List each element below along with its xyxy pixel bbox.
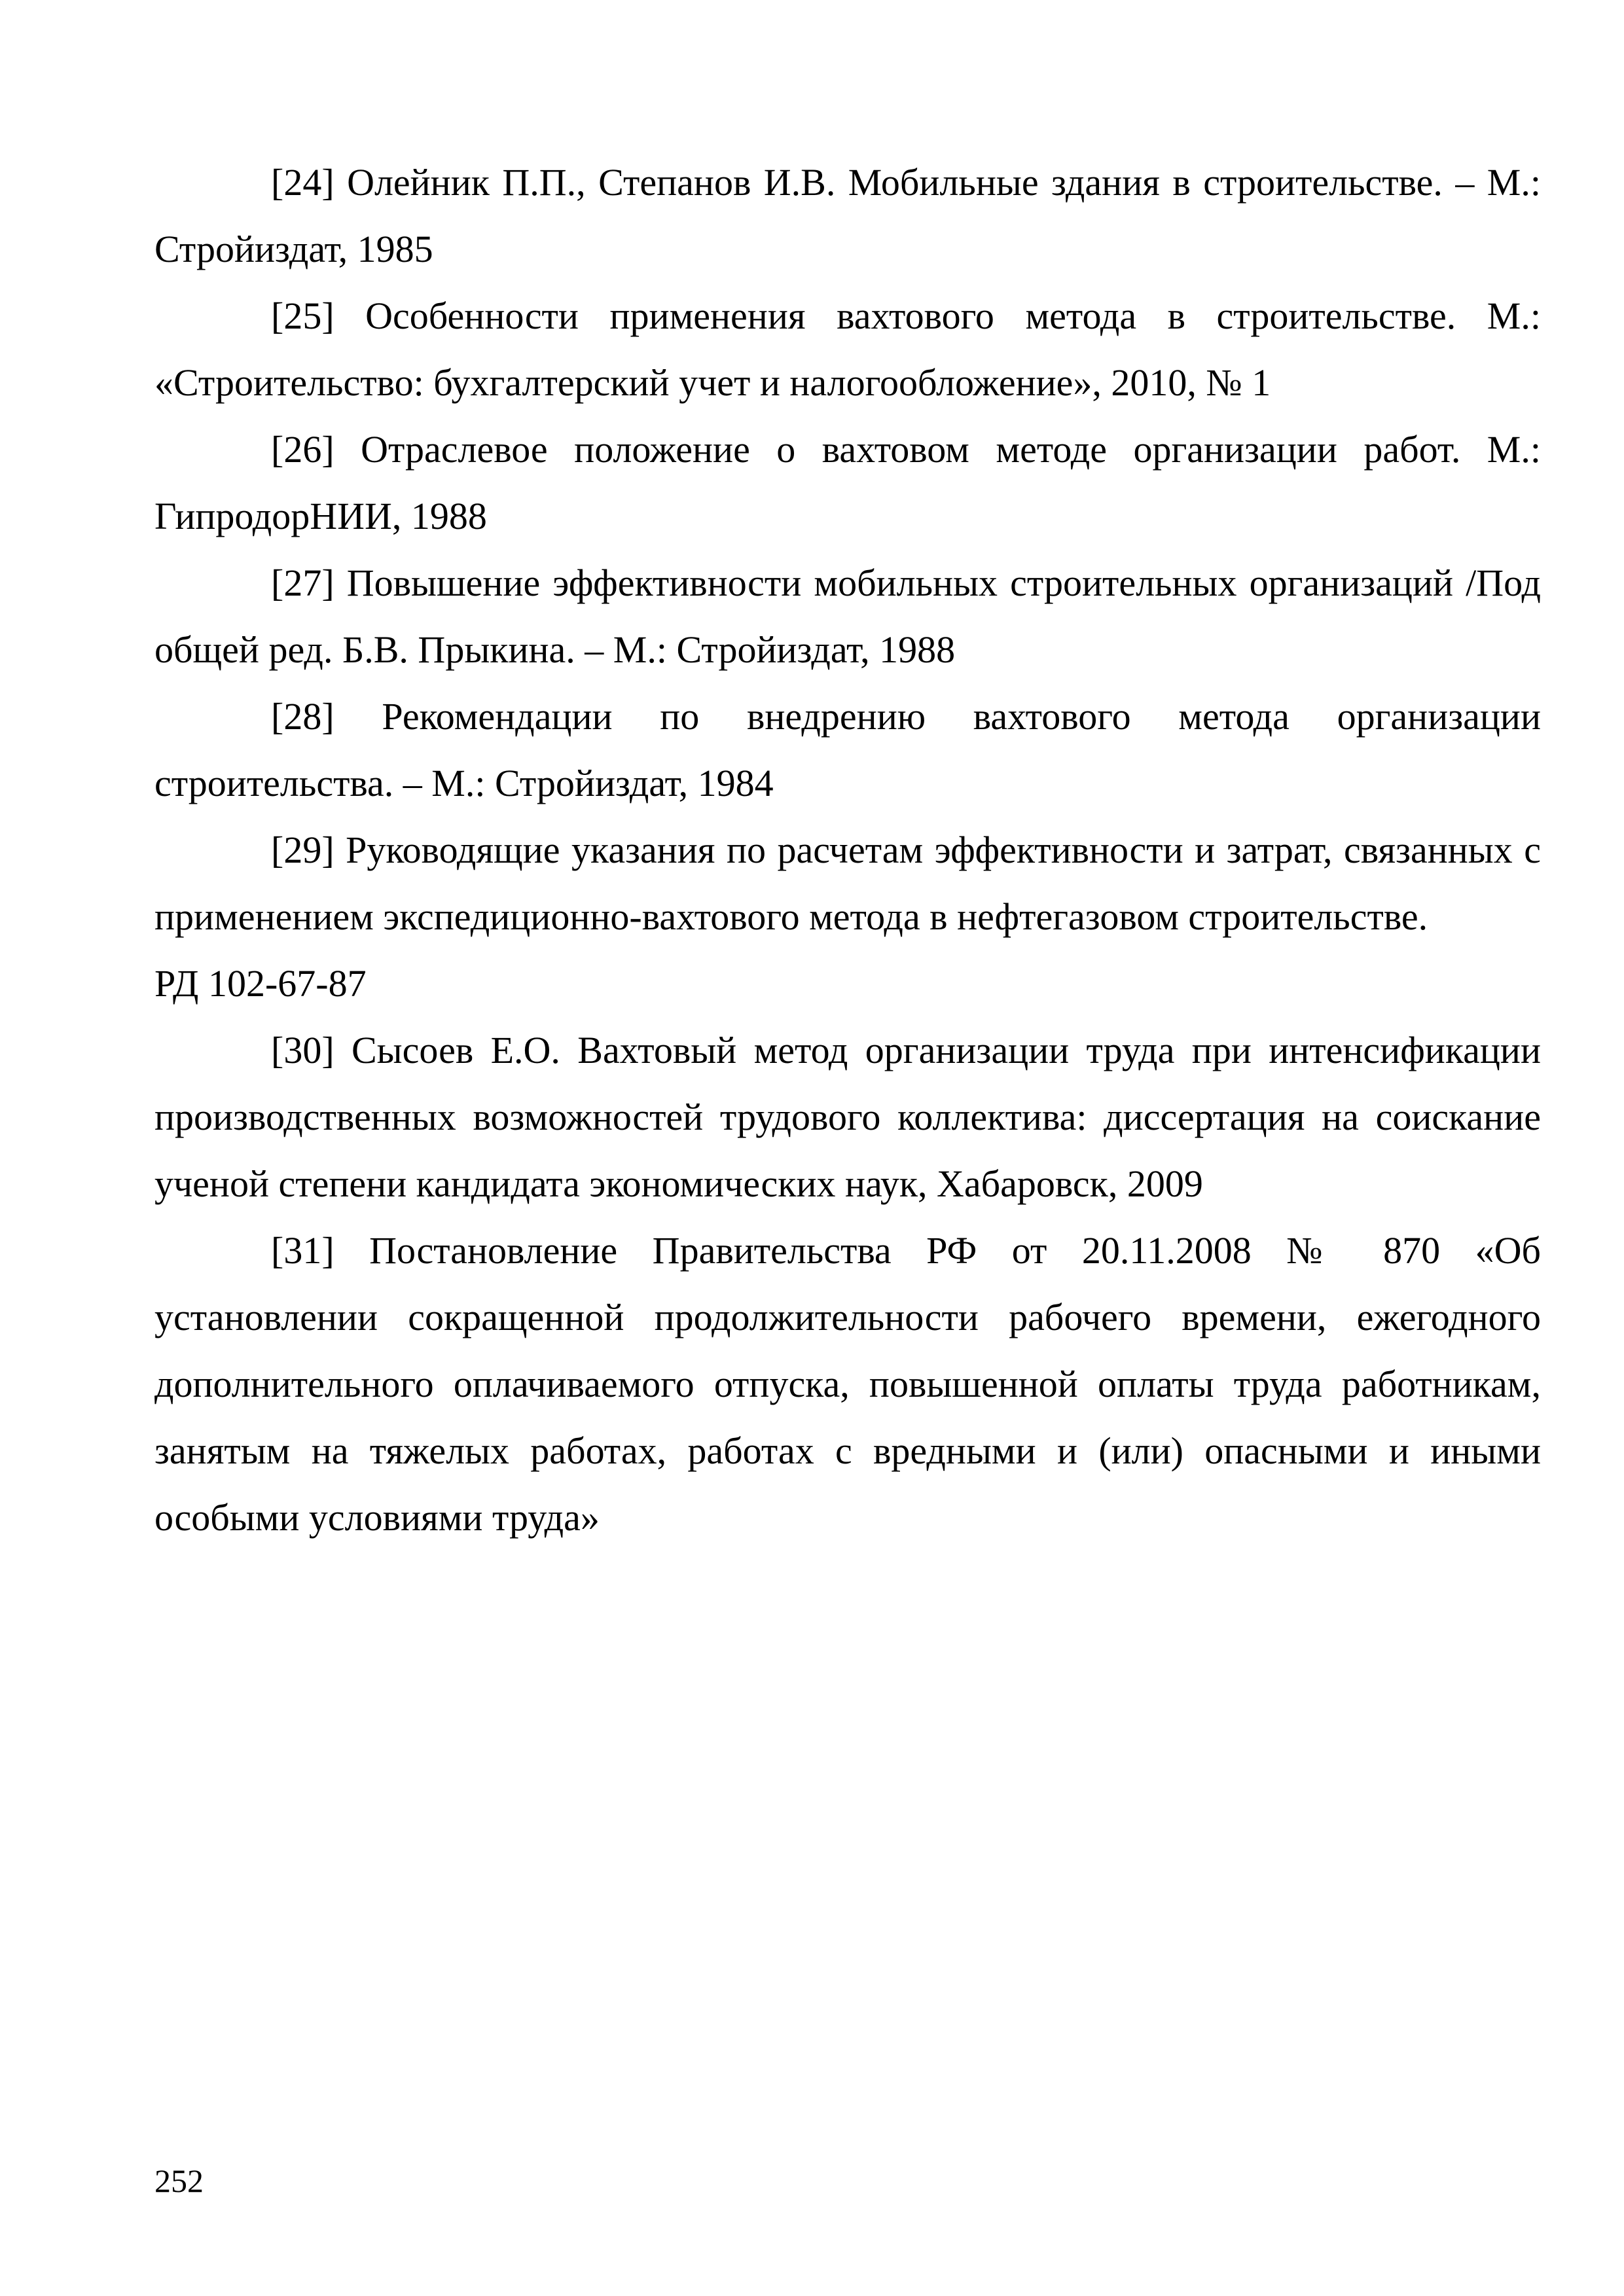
reference-27: [27] Повышение эффективности мобильных строительных организаций /Под общей ред. Б.В. Прыкина. – М.: Стройиздат, 1988 bbox=[154, 562, 1541, 671]
reference-28: [28] Рекомендации по внедрению вахтового метода организации строительства. – М.: Стройиздат, 1984 bbox=[154, 695, 1541, 804]
reference-24: [24] Олейник П.П., Степанов И.В. Мобильные здания в строительстве. – М.: Стройиздат, 1985 bbox=[154, 161, 1541, 270]
reference-30: [30] Сысоев Е.О. Вахтовый метод организации труда при интенсификации производственных возможностей трудового коллектива: диссертация на соискание ученой степени кандидата экономических наук, Хабаровск, 2009 bbox=[154, 1029, 1541, 1205]
reference-26: [26] Отраслевое положение о вахтовом методе организации работ. М.: ГипродорНИИ, 1988 bbox=[154, 428, 1541, 537]
reference-list bbox=[154, 149, 1541, 1551]
reference-31: [31] Постановление Правительства РФ от 20.11.2008 № 870 «Об установлении сокращенной продолжительности рабочего времени, ежегодного дополнительного оплачиваемого отпуска, повышенной оплаты труда работникам, занятым на тяжелых работах, работах с вредными и (или) опасными и иными особыми условиями труда» bbox=[154, 1229, 1541, 1539]
page-number: 252 bbox=[154, 2162, 204, 2199]
reference-29: [29] Руководящие указания по расчетам эффективности и затрат, связанных с применением экспедиционно-вахтового метода в нефтегазовом строительстве. bbox=[154, 829, 1541, 938]
reference-29-continuation: РД 102-67-87 bbox=[154, 962, 367, 1005]
reference-25: [25] Особенности применения вахтового метода в строительстве. М.: «Строительство: бухгалтерский учет и налогообложение», 2010, № 1 bbox=[154, 295, 1541, 404]
